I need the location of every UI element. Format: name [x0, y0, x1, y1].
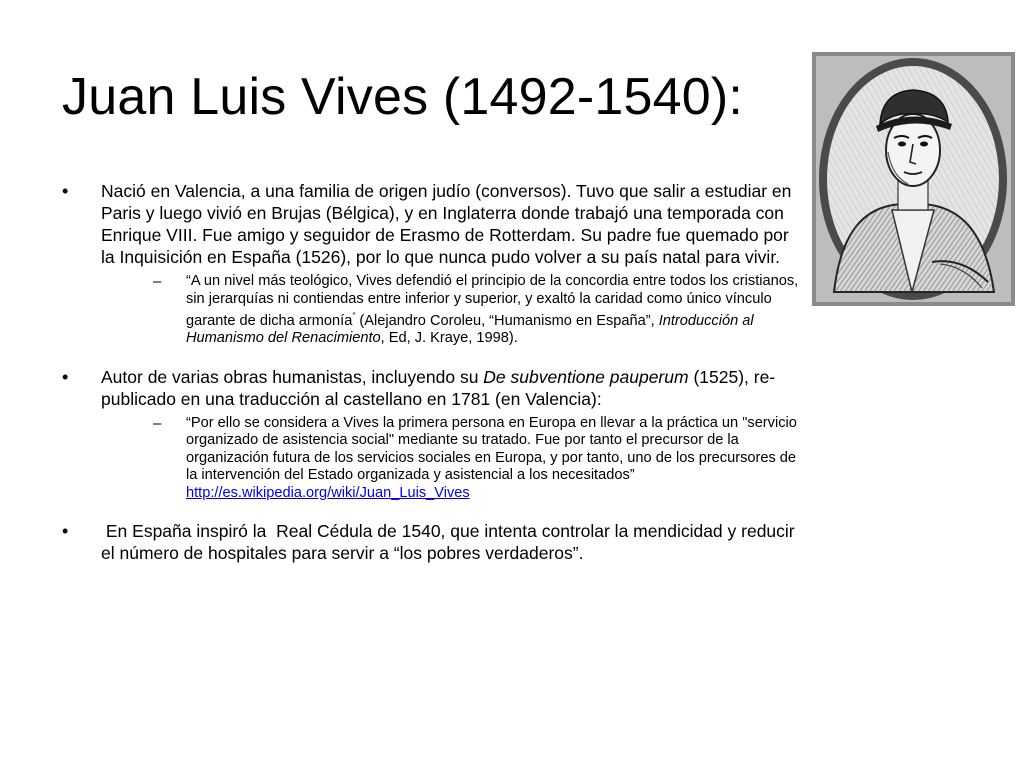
citation-text: (Alejandro Coroleu, “Humanismo en España”, [355, 312, 659, 329]
wikipedia-link[interactable]: http://es.wikipedia.org/wiki/Juan_Luis_Vives [186, 484, 470, 501]
quote-text: “Por ello se considera a Vives la primera persona en Europa en llevar a la práctica un "servicio organizado de asistencia social" mediante su tratado. Fue por tanto el precursor de la organización futura de los servicios sociales en Europa, y por tanto, uno de los precursores de la intervención del Estado organizada y asistencial a los necesitados” [186, 414, 797, 484]
work-title: De subventione pauperum [483, 366, 689, 387]
sub-bullet-text [186, 415, 807, 503]
bullet-icon: • [62, 181, 69, 201]
sub-bullet-item [101, 273, 807, 348]
citation-end: , Ed, J. Kraye, 1998). [380, 330, 518, 347]
slide-body [62, 180, 807, 564]
bullet-icon: • [62, 521, 69, 542]
dash-icon: – [153, 414, 162, 432]
sub-bullet-item [101, 415, 807, 503]
bullet-item [62, 520, 807, 564]
bullet-text [101, 366, 807, 410]
bullet-text: En España inspiró la Real Cédula de 1540, que intenta controlar la mendicidad y reducir el número de hospitales para servir a “los pobres verdaderos”. [101, 521, 800, 564]
closing-quote-mark: ” [352, 311, 356, 321]
bullet-item [62, 180, 807, 348]
bullet-text: Nació en Valencia, a una familia de origen judío (conversos). Tuvo que salir a estudiar en Paris y luego vivió en Brujas (Bélgica), y en Inglaterra donde trabajó una temporada con Enrique VIII. Fue amigo y seguidor de Erasmo de Rotterdam. Su padre fue quemado por la Inquisición en España (1526), por lo que nunca pudo volver a su país natal para vivir. [101, 181, 792, 267]
bullet-text-before: Autor de varias obras humanistas, incluyendo su [101, 366, 484, 387]
bullet-text-after: (1525), re-publicado en una traducción al castellano en 1781 (en Valencia): [101, 366, 776, 409]
sub-bullet-text [186, 273, 807, 348]
quote-text: “A un nivel más teológico, Vives defendió el principio de la concordia entre todos los cristianos, sin jerarquías ni contiendas entre inferior y superior, y exaltó la caridad como único vínculo garante de dicha armonía [186, 273, 799, 329]
bullet-icon: • [62, 366, 69, 387]
portrait-image [812, 52, 1015, 306]
slide-title: Juan Luis Vives (1492-1540): [62, 68, 744, 126]
book-title: Introducción al Humanismo del Renacimiento [186, 312, 754, 347]
bullet-item [62, 366, 807, 503]
dash-icon: – [153, 273, 162, 290]
